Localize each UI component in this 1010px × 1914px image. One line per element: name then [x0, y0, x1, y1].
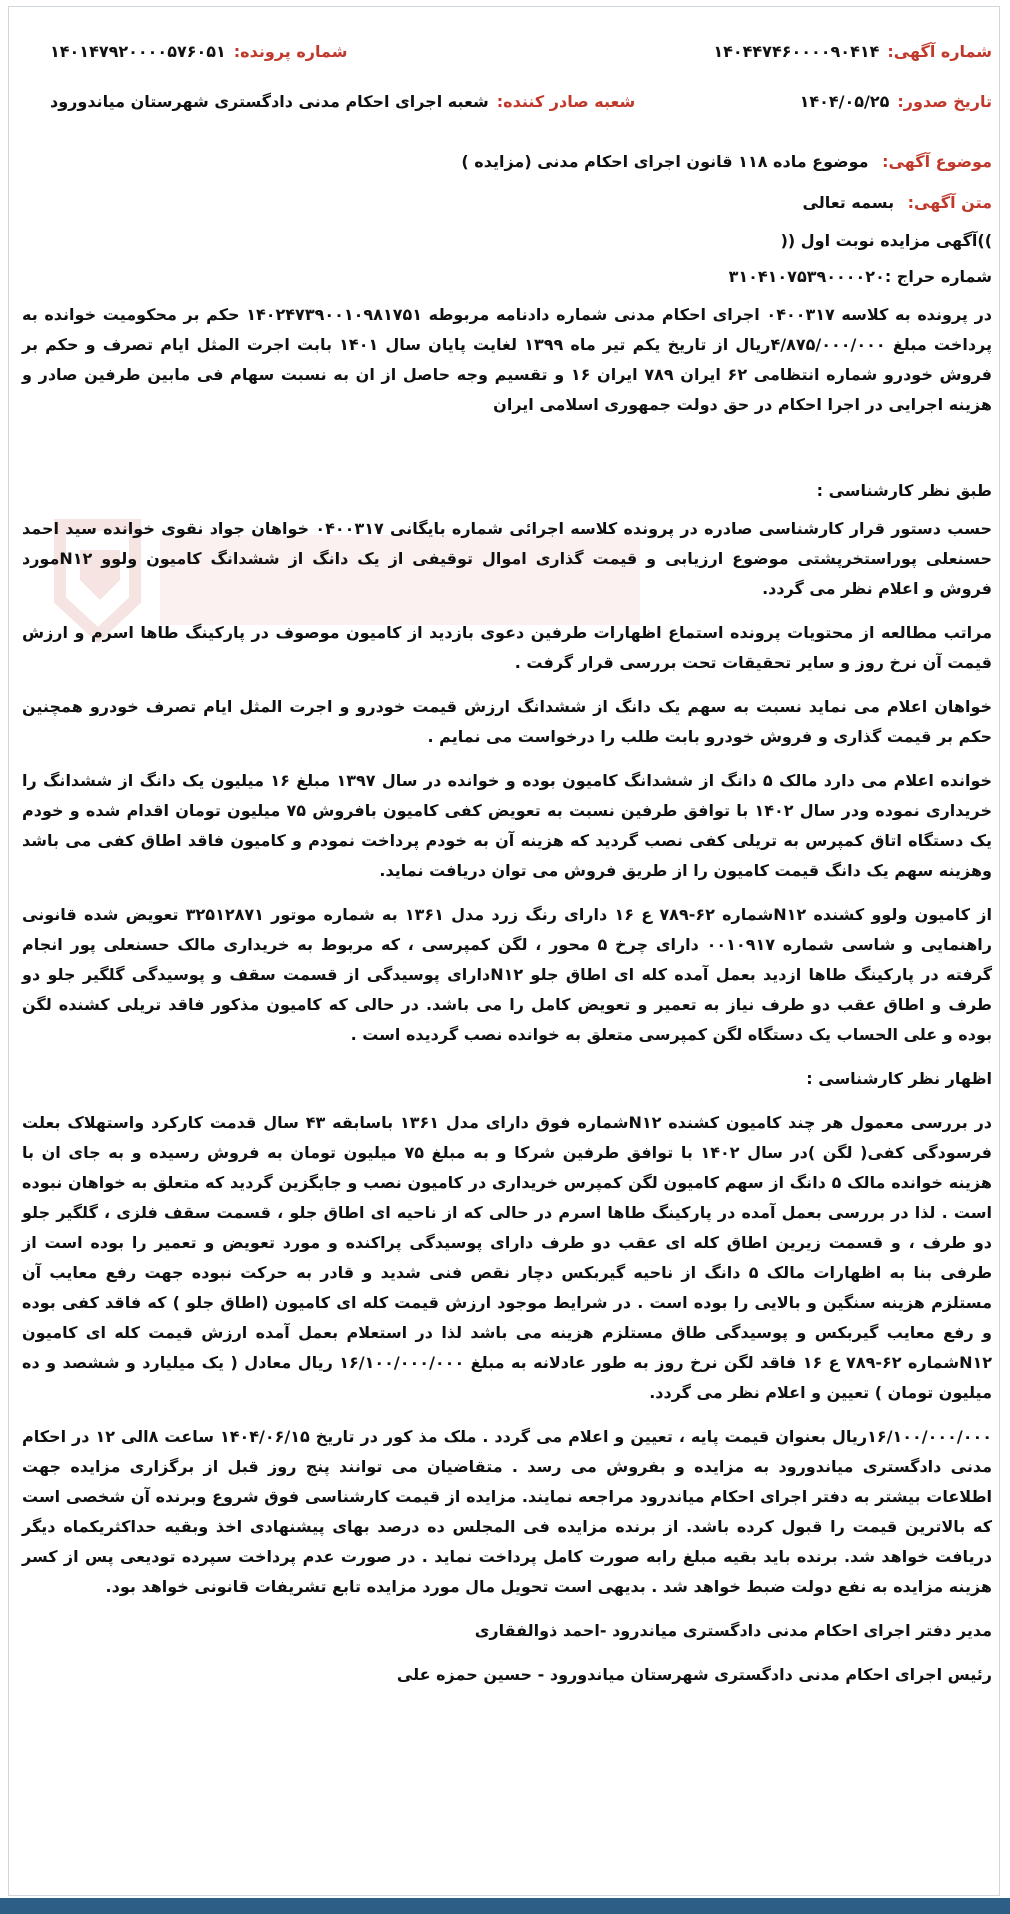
notice-content [22, 34, 992, 1690]
text-label-line [22, 193, 992, 212]
text-label: متن آگهی: [907, 193, 992, 212]
paragraph-plaintiff: خواهان اعلام می نماید نسبت به سهم یک دانگ از ششدانگ ارزش قیمت خودرو و اجرت المثل ایام تصرف خودرو همچنین حکم بر قیمت گذاری و فروش خودرو بابت طلب را درخواست می نمایم . [22, 697, 992, 746]
issue-date-label: تاریخ صدور: [897, 91, 992, 111]
paragraph-auction-terms: ۱۶/۱۰۰/۰۰۰/۰۰۰ریال بعنوان قیمت پایه ، تعیین و اعلام می گردد . ملک مذ کور در تاریخ ۱۴۰۴/۰۶/۱۵ ساعت ۸الی ۱۲ در احکام مدنی دادگستری میاندورود به مزایده و بفروش می رسد . متقاضیان می توانند پنج روز قبل از برگزاری مزایده جهت اطلاعات بیشتر به دفتر اجرای احکام میاندرود مراجعه نمایند. مزایده از قیمت کارشناسی فوق شروع وبرنده آن شخصی است که بالاترین قیمت را قبول کرده باشد. از برنده مزایده فی المجلس ده درصد بهای پیشنهادی اخذ وبقیه حداکثریکماه دیگر دریافت خواهد شد. برنده باید بقیه مبلغ رابه صورت کامل پرداخت نماید . در صورت عدم پرداخت سپرده تودیعی پس از کسر هزینه مزایده به نفع دولت ضبط خواهد شد . بدیهی است تحویل مال مورد مزایده تابع تشریفات قانونی خواهد بود. [22, 1427, 993, 1596]
expert-heading: طبق نظر کارشناسی : [816, 481, 992, 500]
signature-clerk: مدیر دفتر اجرای احکام مدنی دادگستری میاندرود -احمد ذوالفقاری [474, 1621, 992, 1640]
auction-title: ))آگهی مزایده نوبت اول (( [780, 231, 992, 250]
subject-line [22, 152, 992, 171]
issuer-label: شعبه صادر کننده: [496, 91, 636, 111]
header-row-2 [22, 84, 992, 118]
auction-number: شماره حراج :۳۱۰۴۱۰۷۵۳۹۰۰۰۰۲۰ [728, 267, 992, 286]
issuer-value: شعبه اجرای احکام مدنی دادگستری شهرستان میاندورود [50, 91, 489, 111]
paragraph-vehicle-description: از کامیون ولوو کشنده N۱۲شماره ۶۲-۷۸۹ ع ۱۶ دارای رنگ زرد مدل ۱۳۶۱ به شماره موتور ۳۲۵۱۲۸۷۱ تعویض شده قانونی راهنمایی و شاسی شماره ۰۰۱۰۹۱۷ دارای چرخ ۵ محور ، لگن کمپرسی ، که مربوط به خریداری مالک حسنعلی پور انجام گرفته در پارکینگ طاها ازدید بعمل آمده کله ای اطاق جلو N۱۲دارای پوسیدگی از قسمت سقف و پوسیدگی گلگیر جلو دو طرف و اطاق عقب دو طرف نیاز به تعمیر و تعویض کامل را می باشد. در حالی که کامیون مذکور فاقد تریلی کشنده لگن بوده و علی الحساب یک دستگاه لگن کمپرسی متعلق به خوانده نصب گردیده است . [22, 905, 993, 1044]
notice-number-label: شماره آگهی: [887, 41, 992, 61]
signature-head: رئیس اجرای احکام مدنی دادگستری شهرستان میاندورود - حسین حمزه علی [396, 1665, 992, 1684]
issue-date-value: ۱۴۰۴/۰۵/۲۵ [799, 91, 890, 111]
bottom-bar [0, 1898, 1010, 1914]
header-row-1 [22, 34, 992, 68]
case-number-label: شماره پرونده: [233, 41, 348, 61]
issue-date-field [800, 92, 992, 111]
paragraph-review: مراتب مطالعه از محتویات پرونده استماع اظهارات طرفین دعوی بازدید از کامیون موصوف در پارکینگ طاها اسرم و ارزش قیمت آن نرخ روز و سایر تحقیقات تحت بررسی قرار گرفت . [22, 623, 992, 672]
paragraph-defendant: خوانده اعلام می دارد مالک ۵ دانگ از ششدانگ کامیون بوده و خوانده در سال ۱۳۹۷ مبلغ ۱۶ میلیون یک دانگ از ششدانگ را خریداری نموده ودر سال ۱۴۰۲ با توافق طرفین نسبت به تعویض کفی کامیون بافروش ۷۵ میلیون تومان اقدام شده و خودم یک دستگاه اتاق کمپرس به تریلی کفی نصب گردید که هزینه آن به خودم پرداخت نمودم و کامیون فاقد اطاق کفی می باشد وهزینه سهم یک دانگ قیمت کامیون را از طریق فروش می توان دریافت نماید. [22, 771, 993, 880]
issuer-field [50, 92, 635, 111]
paragraph-expert-opinion: در بررسی معمول هر چند کامیون کشنده N۱۲شماره فوق دارای مدل ۱۳۶۱ باسابقه ۴۳ سال قدمت کارکرد واستهلاک بعلت فرسودگی کفی( لگن )در سال ۱۴۰۲ با توافق طرفین شرکا و به مبلغ ۷۵ میلیون تومان به فروش رسیده و به جای ان با هزینه خوانده مالک ۵ دانگ از سهم کامیون لگن کمپرس خریداری در کامیون نصب و جایگزین گردید که متعلق به خواهان نبوده است . لذا در بررسی بعمل آمده در پارکینگ طاها اسرم در حالی که از ناحیه ای اطاق جلو ، قسمت سقف فلزی ، گلگیر جلو دو طرف ، و قسمت زیرین اطاق کله ای عقب دو طرف دارای پوسیدگی پراکنده و مورد تعویض و تعمیر را بوده است از طرفی بنا به اظهارات مالک ۵ دانگ از ناحیه گیربکس دچار نقص فنی شدید و قادر به حرکت نبوده جهت رفع معایب آن مستلزم هزینه سنگین و بالایی را بوده است . در شرایط موجود ارزش قیمت کله ای کامیون (اطاق جلو ) که فاقد کفی بوده و رفع معایب گیربکس و پوسیدگی طاق مستلزم هزینه می باشد لذا در استعلام بعمل آمده ارزش قیمت کله ای کامیون N۱۲شماره ۶۲-۷۸۹ ع ۱۶ فاقد لگن نرخ روز به طور عادلانه به مبلغ ۱۶/۱۰۰/۰۰۰/۰۰۰ ریال معادل ( یک میلیارد و ششصد و ده میلیون تومان ) تعیین و اعلام نظر می گردد. [22, 1113, 993, 1402]
notice-number-field [713, 42, 992, 61]
subject-label: موضوع آگهی: [882, 152, 992, 171]
notice-number-value: ۱۴۰۴۴۷۴۶۰۰۰۰۹۰۴۱۴ [713, 41, 880, 61]
paragraph-expert-order: حسب دستور قرار کارشناسی صادره در پرونده کلاسه اجرائی شماره بایگانی ۰۴۰۰۳۱۷ خواهان جواد نقوی خوانده سید احمد حسنعلی پوراستخرپشتی موضوع ارزیابی و قیمت گذاری اموال توقیفی از یک دانگ از ششدانگ کامیون ولوو N۱۲مورد فروش و اعلام نظر می گردد. [22, 519, 993, 598]
case-number-value: ۱۴۰۱۴۷۹۲۰۰۰۰۵۷۶۰۵۱ [50, 41, 226, 61]
case-number-field [50, 42, 347, 61]
opinion-heading: اظهار نظر کارشناسی : [806, 1069, 992, 1088]
paragraph-verdict: در پرونده به کلاسه ۰۴۰۰۳۱۷ اجرای احکام مدنی شماره دادنامه مربوطه ۱۴۰۲۴۷۳۹۰۰۱۰۹۸۱۷۵۱ حکم بر محکومیت خوانده به پرداخت مبلغ ۴/۸۷۵/۰۰۰/۰۰۰ریال از تاریخ یکم تیر ماه ۱۳۹۹ لغایت پایان سال ۱۴۰۱ بابت اجرت المثل ایام تصرف و حکم بر فروش خودرو شماره انتظامی ۶۲ ایران ۷۸۹ ایران ۱۶ و تقسیم وجه حاصل از ان به نسبت سهام فی مابین طرفین صادر و هزینه اجرایی در اجرا احکام در حق دولت جمهوری اسلامی ایران [22, 305, 993, 414]
bismillah: بسمه تعالی [802, 193, 895, 212]
subject-value: موضوع ماده ۱۱۸ قانون اجرای احکام مدنی (مزایده ) [461, 152, 869, 171]
